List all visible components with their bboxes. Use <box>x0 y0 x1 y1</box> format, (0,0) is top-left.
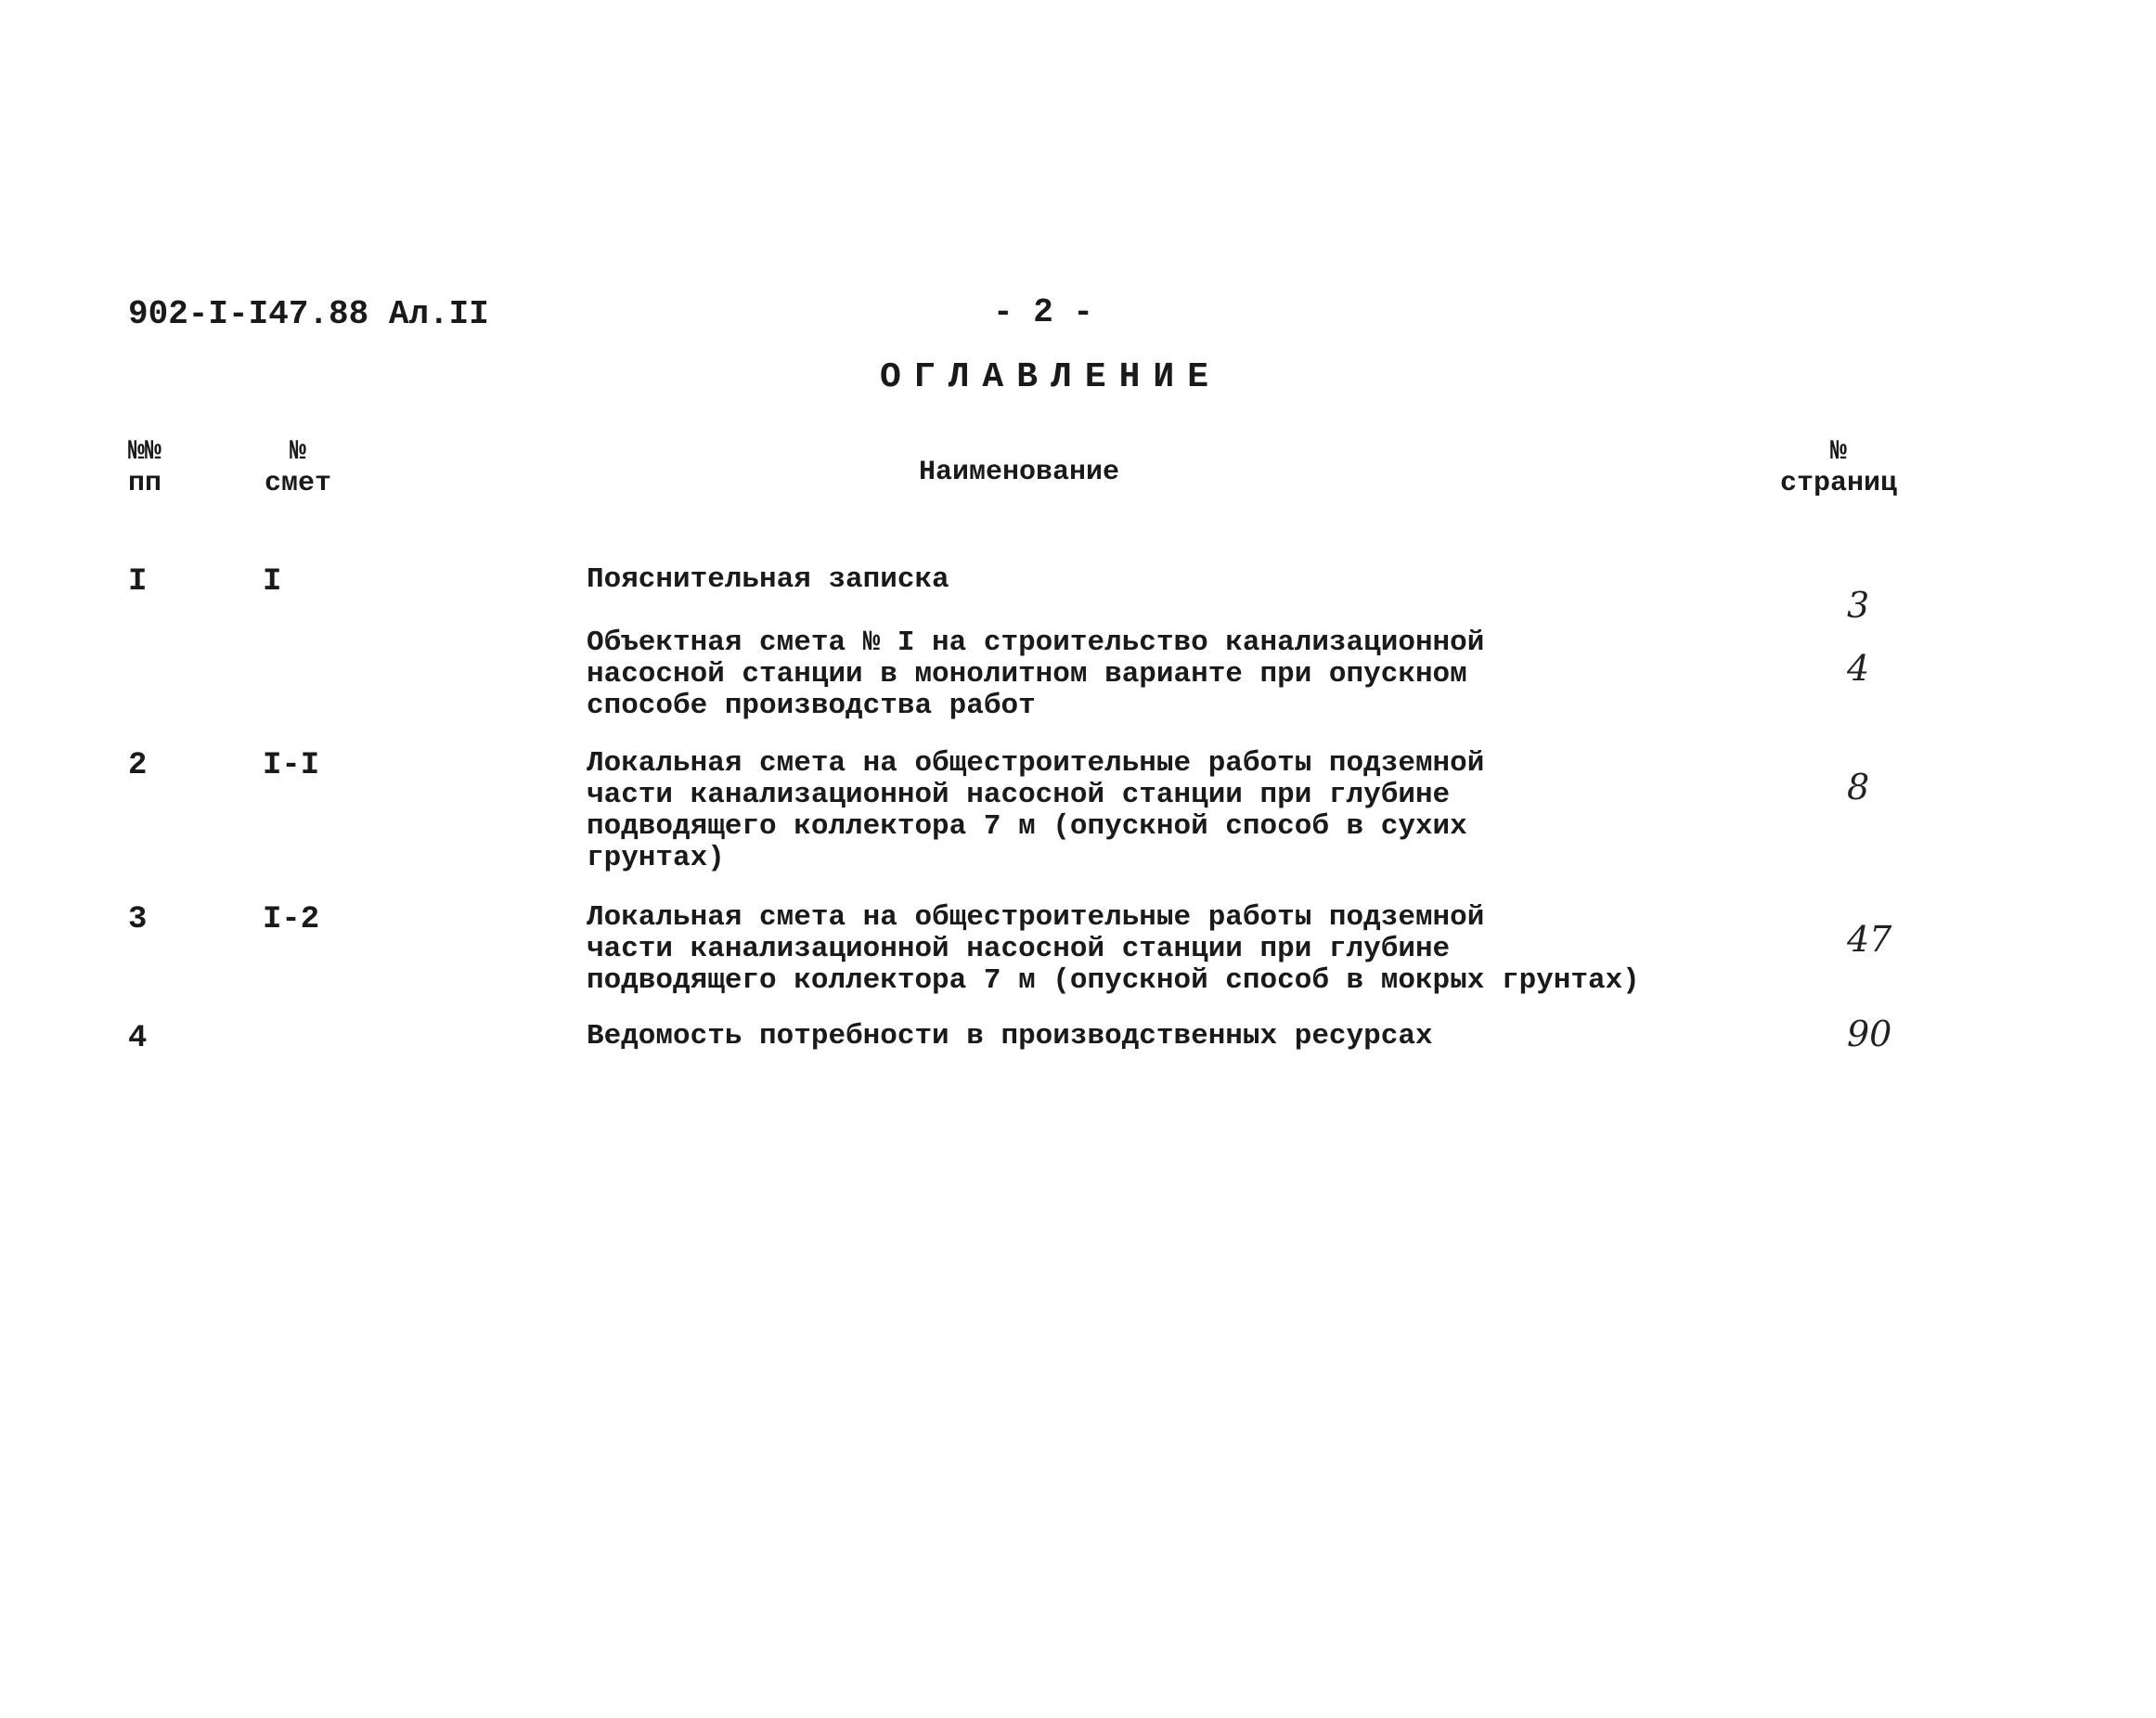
row-name: Пояснительная записка <box>587 563 949 596</box>
row-page: 3 <box>1847 585 1870 626</box>
column-header-number: №№ пп <box>128 436 162 499</box>
row-number: 3 <box>128 902 148 937</box>
table-of-contents-title: ОГЛАВЛЕНИЕ <box>880 357 1222 397</box>
row-page: 47 <box>1847 919 1892 960</box>
row-number: I <box>128 564 148 600</box>
row-page: 90 <box>1847 1014 1892 1054</box>
row-number: 2 <box>128 748 148 783</box>
row-page: 4 <box>1847 648 1870 689</box>
document-code: 902-I-I47.88 Ал.II <box>128 295 489 333</box>
row-name: Локальная смета на общестроительные работы подземной части канализационной насосной станции при глубине подводящего коллектора 7 м (опускной способ в сухих грунтах) <box>587 747 1485 874</box>
row-page: 8 <box>1847 767 1870 807</box>
row-name: Ведомость потребности в производственных ресурсах <box>587 1020 1433 1053</box>
row-name: Локальная смета на общестроительные работы подземной части канализационной насосной станции при глубине подводящего коллектора 7 м (опускной способ в мокрых грунтах) <box>587 901 1640 997</box>
column-header-estimate: № смет <box>265 436 332 499</box>
row-name: Объектная смета № I на строительство канализационной насосной станции в монолитном варианте при опускном способе производства работ <box>587 626 1485 722</box>
row-estimate: I-2 <box>263 902 320 937</box>
row-estimate: I <box>263 564 282 600</box>
row-estimate: I-I <box>263 748 320 783</box>
row-number: 4 <box>128 1021 148 1056</box>
column-header-pages: № страниц <box>1780 436 1898 499</box>
column-header-name: Наименование <box>919 457 1120 488</box>
page-number: - 2 - <box>993 293 1094 331</box>
